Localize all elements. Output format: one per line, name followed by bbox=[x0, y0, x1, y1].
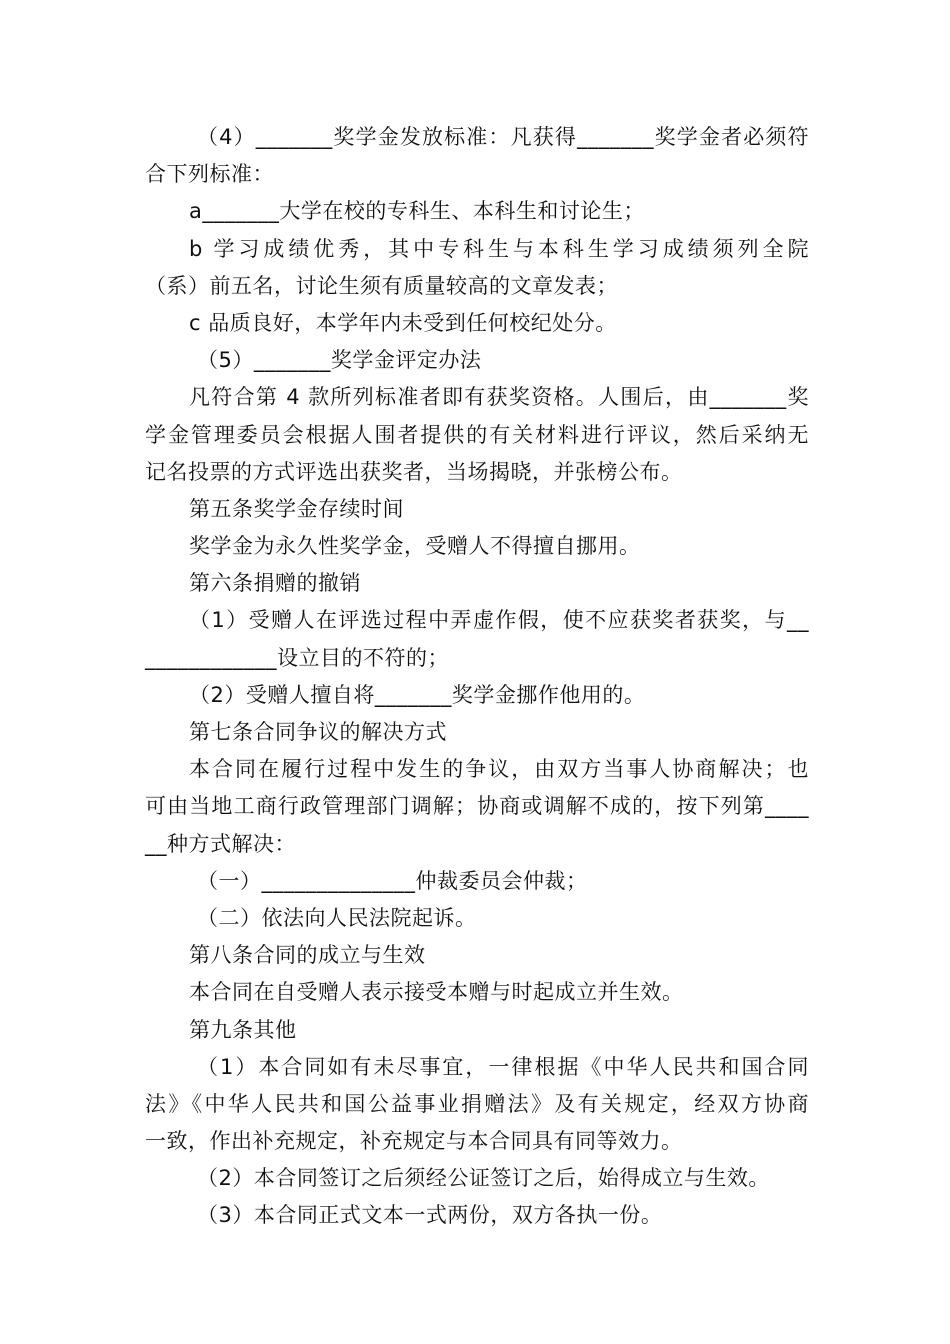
article-7-option-1: （一）______________仲裁委员会仲裁； bbox=[197, 868, 588, 893]
article-7-heading: 第七条合同争议的解决方式 bbox=[189, 720, 447, 744]
article-9-heading: 第九条其他 bbox=[189, 1017, 297, 1042]
article-6-item-2: （2）受赠人擅自将_______奖学金挪作他用的。 bbox=[189, 682, 646, 707]
clause-5-para-line1: 凡符合第 4 款所列标准者即有获奖资格。人围后，由_______奖 bbox=[189, 385, 809, 410]
article-7-para-line2: 可由当地工商行政管理部门调解；协商或调解不成的，按下列第____ bbox=[145, 794, 809, 819]
article-7-para-line1: 本合同在履行过程中发生的争议，由双方当事人协商解决；也 bbox=[189, 757, 809, 782]
article-6-item-1: （1）受赠人在评选过程中弄虚作假，使不应获奖者获奖，与__ bbox=[189, 608, 809, 633]
clause-5-para-line2: 学金管理委员会根据人围者提供的有关材料进行评议，然后采纳无 bbox=[145, 422, 809, 447]
article-5-heading: 第五条奖学金存续时间 bbox=[189, 496, 404, 521]
article-9-item-1-line1: （1）本合同如有未尽事宜，一律根据《中华人民共和国合同 bbox=[197, 1054, 809, 1079]
article-8-text: 本合同在自受赠人表示接受本赠与时起成立并生效。 bbox=[189, 980, 684, 1005]
article-7-para-line3: __种方式解决： bbox=[145, 831, 296, 856]
criterion-a: a_______大学在校的专科生、本科生和讨论生； bbox=[189, 199, 645, 224]
article-6-heading: 第六条捐赠的撤销 bbox=[189, 571, 361, 596]
article-6-item-1-cont: ____________设立目的不符的； bbox=[145, 645, 449, 670]
article-9-item-3: （3）本合同正式文本一式两份，双方各执一份。 bbox=[197, 1203, 663, 1228]
article-8-heading: 第八条合同的成立与生效 bbox=[189, 943, 426, 968]
article-7-option-2: （二）依法向人民法院起诉。 bbox=[197, 905, 477, 930]
article-9-item-1-line3: 一致，作出补充规定，补充规定与本合同具有同等效力。 bbox=[145, 1129, 683, 1154]
document-body bbox=[145, 119, 809, 1235]
clause-5-title: （5）_______奖学金评定办法 bbox=[197, 348, 482, 373]
article-5-text: 奖学金为永久性奖学金，受赠人不得擅自挪用。 bbox=[189, 534, 641, 559]
criterion-c: c 品质良好，本学年内未受到任何校纪处分。 bbox=[189, 310, 617, 335]
clause-4-title-cont: 合下列标准： bbox=[145, 162, 274, 187]
criterion-b-cont: （系）前五名，讨论生须有质量较高的文章发表； bbox=[145, 273, 618, 298]
clause-4-title-line: （4）_______奖学金发放标准：凡获得_______奖学金者必须符 bbox=[197, 125, 809, 149]
article-9-item-2: （2）本合同签订之后须经公证签订之后，始得成立与生效。 bbox=[197, 1166, 770, 1191]
article-9-item-1-line2: 法》《中华人民共和国公益事业捐赠法》及有关规定，经双方协商 bbox=[145, 1091, 809, 1116]
criterion-b: b 学习成绩优秀，其中专科生与本科生学习成绩须列全院 bbox=[189, 236, 809, 261]
clause-5-para-line3: 记名投票的方式评选出获奖者，当场揭晓，并张榜公布。 bbox=[145, 459, 683, 484]
